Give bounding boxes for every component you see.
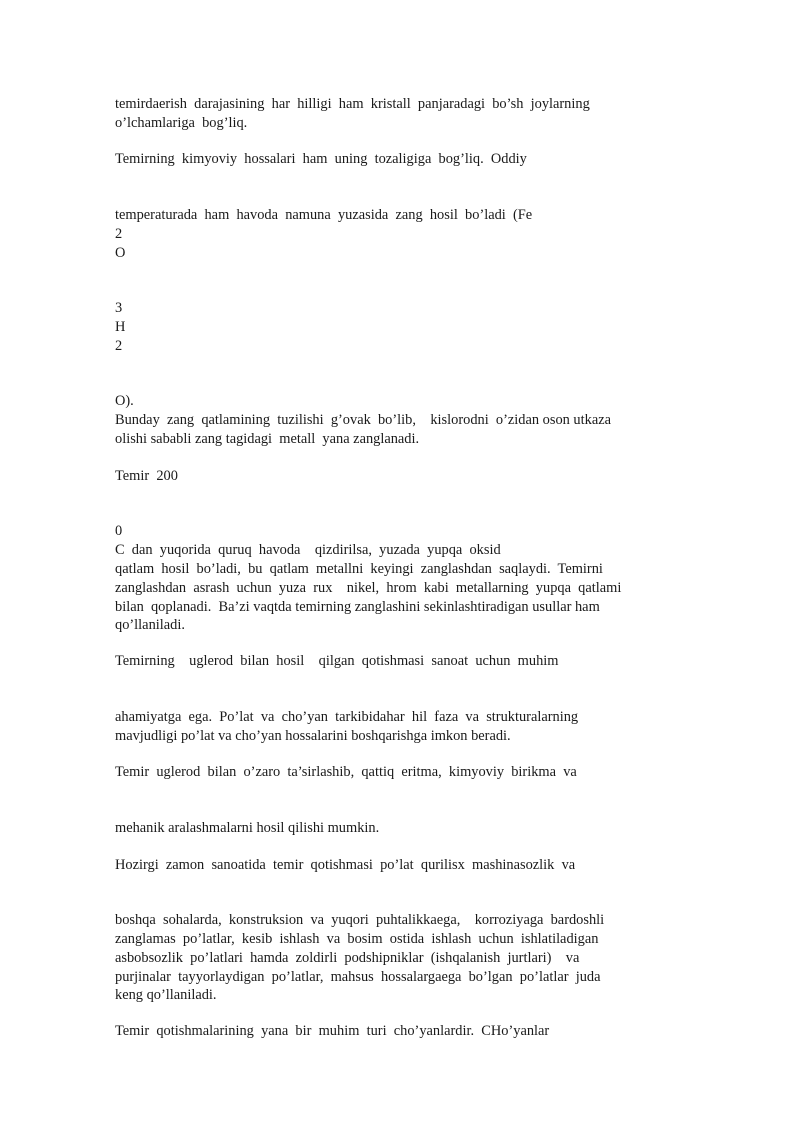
text-line: Temir qotishmalarining yana bir muhim turi cho’yanlardir. CHo’yanlar xyxy=(115,1023,550,1039)
text-line: C dan yuqorida quruq havoda qizdirilsa, yuzada yupqa oksid xyxy=(115,542,501,558)
text-line: mehanik aralashmalarni hosil qilishi mumkin. xyxy=(115,820,380,836)
text-line: zanglashdan asrash uchun yuza rux nikel, hrom kabi metallarning yupqa qatlami xyxy=(115,580,622,596)
text-line: 0 xyxy=(115,523,123,539)
text-line: qo’llaniladi. xyxy=(115,617,185,633)
text-line: Temirning kimyoviy hossalari ham uning tozaligiga bog’liq. Oddiy xyxy=(115,151,527,167)
text-line: O). xyxy=(115,393,134,409)
text-line: temirdaerish darajasining har hilligi ham kristall panjaradagi bo’sh joylarning xyxy=(115,96,590,112)
text-line: mavjudligi po’lat va cho’yan hossalarini boshqarishga imkon beradi. xyxy=(115,728,511,744)
text-line: bilan qoplanadi. Ba’zi vaqtda temirning zanglashini sekinlashtiradigan usullar ham xyxy=(115,599,600,615)
text-line: o’lchamlariga bog’liq. xyxy=(115,115,248,131)
text-line: 2 xyxy=(115,338,123,354)
text-line: qatlam hosil bo’ladi, bu qatlam metallni keyingi zanglashdan saqlaydi. Temirni xyxy=(115,561,603,577)
text-line: Bunday zang qatlamining tuzilishi g’ovak bo’lib, kislorodni o’zidan oson utkaza xyxy=(115,412,611,428)
text-line: 2 xyxy=(115,226,123,242)
text-line: Temir 200 xyxy=(115,468,178,484)
text-line: temperaturada ham havoda namuna yuzasida zang hosil bo’ladi (Fe xyxy=(115,207,533,223)
text-line: Temirning uglerod bilan hosil qilgan qotishmasi sanoat uchun muhim xyxy=(115,653,559,669)
text-line: zanglamas po’latlar, kesib ishlash va bosim ostida ishlash uchun ishlatiladigan xyxy=(115,931,599,947)
text-line: purjinalar tayyorlaydigan po’latlar, mahsus hossalargaega bo’lgan po’latlar juda xyxy=(115,969,601,985)
text-line: 3 xyxy=(115,300,123,316)
text-line: H xyxy=(115,319,126,335)
text-line: Temir uglerod bilan o’zaro ta’sirlashib, qattiq eritma, kimyoviy birikma va xyxy=(115,764,577,780)
text-line: asbobsozlik po’latlari hamda zoldirli podshipniklar (ishqalanish jurtlari) va xyxy=(115,950,580,966)
text-line: ahamiyatga ega. Po’lat va cho’yan tarkibidahar hil faza va strukturalarning xyxy=(115,709,579,725)
text-line: olishi sababli zang tagidagi metall yana zanglanadi. xyxy=(115,431,420,447)
text-line: keng qo’llaniladi. xyxy=(115,987,217,1003)
text-line: O xyxy=(115,245,126,261)
text-line: boshqa sohalarda, konstruksion va yuqori puhtalikkaega, korroziyaga bardoshli xyxy=(115,912,605,928)
text-line: Hozirgi zamon sanoatida temir qotishmasi po’lat qurilisx mashinasozlik va xyxy=(115,857,576,873)
